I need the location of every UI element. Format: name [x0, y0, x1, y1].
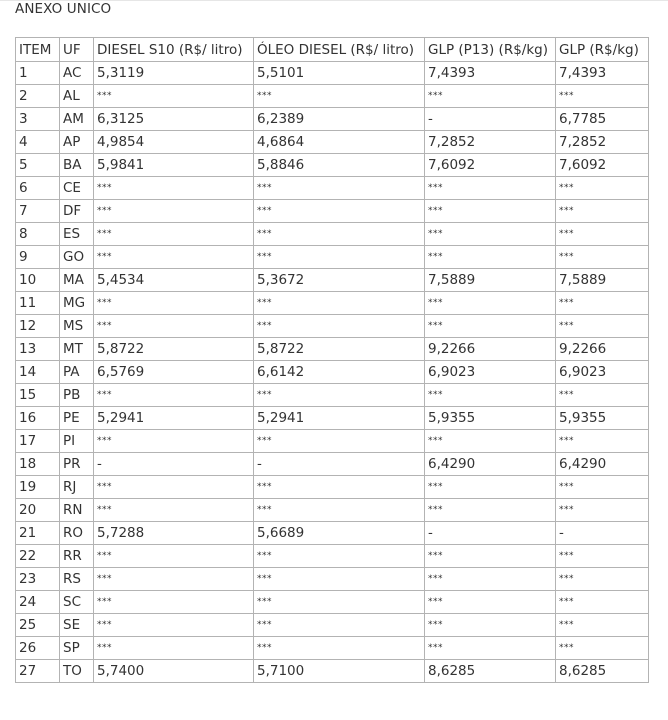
cell-glp-p13: *** — [425, 223, 556, 246]
table-row — [16, 223, 649, 246]
table-row — [16, 108, 649, 131]
cell-uf: MS — [60, 315, 94, 338]
cell-item: 11 — [16, 292, 60, 315]
cell-item: 17 — [16, 430, 60, 453]
cell-glp-p13: *** — [425, 85, 556, 108]
fuel-price-table — [15, 37, 649, 683]
table-row — [16, 430, 649, 453]
cell-oleo-diesel: *** — [254, 476, 425, 499]
cell-item: 3 — [16, 108, 60, 131]
cell-glp: *** — [556, 499, 649, 522]
cell-glp: *** — [556, 384, 649, 407]
cell-uf: SE — [60, 614, 94, 637]
header-glp-p13: GLP (P13) (R$/kg) — [425, 38, 556, 62]
cell-uf: MT — [60, 338, 94, 361]
header-oleo-diesel: ÓLEO DIESEL (R$/ litro) — [254, 38, 425, 62]
cell-oleo-diesel: *** — [254, 568, 425, 591]
table-row — [16, 361, 649, 384]
cell-glp: 6,4290 — [556, 453, 649, 476]
table-row — [16, 568, 649, 591]
cell-item: 23 — [16, 568, 60, 591]
table-header-row — [16, 38, 649, 62]
cell-oleo-diesel: *** — [254, 200, 425, 223]
cell-diesel-s10: *** — [94, 545, 254, 568]
cell-diesel-s10: 6,3125 — [94, 108, 254, 131]
cell-uf: ES — [60, 223, 94, 246]
cell-item: 22 — [16, 545, 60, 568]
cell-diesel-s10: *** — [94, 85, 254, 108]
cell-uf: AP — [60, 131, 94, 154]
table-row — [16, 269, 649, 292]
cell-glp-p13: *** — [425, 292, 556, 315]
cell-glp-p13: *** — [425, 637, 556, 660]
cell-diesel-s10: 6,5769 — [94, 361, 254, 384]
cell-glp: 7,4393 — [556, 62, 649, 85]
cell-glp-p13: *** — [425, 476, 556, 499]
cell-glp-p13: 5,9355 — [425, 407, 556, 430]
cell-item: 1 — [16, 62, 60, 85]
cell-glp: 6,9023 — [556, 361, 649, 384]
cell-diesel-s10: *** — [94, 246, 254, 269]
cell-uf: AL — [60, 85, 94, 108]
table-row — [16, 591, 649, 614]
cell-diesel-s10: 5,2941 — [94, 407, 254, 430]
cell-glp-p13: *** — [425, 177, 556, 200]
cell-glp: *** — [556, 430, 649, 453]
cell-item: 13 — [16, 338, 60, 361]
cell-oleo-diesel: *** — [254, 545, 425, 568]
cell-diesel-s10: 5,3119 — [94, 62, 254, 85]
table-row — [16, 637, 649, 660]
cell-oleo-diesel: 6,6142 — [254, 361, 425, 384]
cell-item: 18 — [16, 453, 60, 476]
cell-oleo-diesel: *** — [254, 384, 425, 407]
cell-glp-p13: 7,4393 — [425, 62, 556, 85]
cell-diesel-s10: 5,7288 — [94, 522, 254, 545]
cell-uf: PR — [60, 453, 94, 476]
cell-glp-p13: 7,5889 — [425, 269, 556, 292]
cell-diesel-s10: 4,9854 — [94, 131, 254, 154]
cell-item: 8 — [16, 223, 60, 246]
cell-glp: *** — [556, 246, 649, 269]
cell-oleo-diesel: *** — [254, 246, 425, 269]
table-body — [16, 62, 649, 683]
cell-oleo-diesel: *** — [254, 614, 425, 637]
header-item: ITEM — [16, 38, 60, 62]
cell-diesel-s10: *** — [94, 614, 254, 637]
header-uf: UF — [60, 38, 94, 62]
cell-glp: 6,7785 — [556, 108, 649, 131]
cell-uf: PI — [60, 430, 94, 453]
cell-oleo-diesel: *** — [254, 292, 425, 315]
cell-oleo-diesel: 5,5101 — [254, 62, 425, 85]
cell-glp-p13: *** — [425, 568, 556, 591]
cell-glp-p13: 7,2852 — [425, 131, 556, 154]
cell-uf: AC — [60, 62, 94, 85]
cell-diesel-s10: 5,8722 — [94, 338, 254, 361]
cell-uf: AM — [60, 108, 94, 131]
header-glp: GLP (R$/kg) — [556, 38, 649, 62]
cell-glp-p13: - — [425, 522, 556, 545]
cell-glp: *** — [556, 223, 649, 246]
cell-glp: *** — [556, 545, 649, 568]
cell-item: 2 — [16, 85, 60, 108]
cell-oleo-diesel: *** — [254, 223, 425, 246]
cell-glp-p13: *** — [425, 591, 556, 614]
cell-oleo-diesel: *** — [254, 499, 425, 522]
table-row — [16, 62, 649, 85]
cell-glp-p13: 6,4290 — [425, 453, 556, 476]
cell-oleo-diesel: - — [254, 453, 425, 476]
table-row — [16, 246, 649, 269]
cell-glp-p13: *** — [425, 246, 556, 269]
cell-diesel-s10: - — [94, 453, 254, 476]
cell-glp: - — [556, 522, 649, 545]
cell-glp-p13: *** — [425, 200, 556, 223]
table-row — [16, 614, 649, 637]
cell-glp-p13: 7,6092 — [425, 154, 556, 177]
cell-item: 16 — [16, 407, 60, 430]
cell-uf: MG — [60, 292, 94, 315]
table-row — [16, 200, 649, 223]
cell-glp-p13: *** — [425, 430, 556, 453]
cell-uf: RR — [60, 545, 94, 568]
cell-oleo-diesel: 4,6864 — [254, 131, 425, 154]
cell-oleo-diesel: 5,8846 — [254, 154, 425, 177]
table-row — [16, 177, 649, 200]
cell-item: 24 — [16, 591, 60, 614]
cell-glp-p13: *** — [425, 545, 556, 568]
cell-uf: RS — [60, 568, 94, 591]
table-row — [16, 545, 649, 568]
cell-glp-p13: *** — [425, 614, 556, 637]
cell-oleo-diesel: *** — [254, 85, 425, 108]
table-row — [16, 315, 649, 338]
table-row — [16, 522, 649, 545]
cell-uf: RN — [60, 499, 94, 522]
cell-diesel-s10: *** — [94, 315, 254, 338]
cell-diesel-s10: *** — [94, 223, 254, 246]
table-row — [16, 476, 649, 499]
cell-glp: *** — [556, 568, 649, 591]
table-row — [16, 85, 649, 108]
cell-diesel-s10: *** — [94, 476, 254, 499]
document-title: ANEXO UNICO — [15, 1, 112, 17]
cell-glp: 7,6092 — [556, 154, 649, 177]
table-row — [16, 154, 649, 177]
cell-glp-p13: *** — [425, 499, 556, 522]
cell-glp: 8,6285 — [556, 660, 649, 683]
cell-uf: RJ — [60, 476, 94, 499]
cell-item: 14 — [16, 361, 60, 384]
cell-uf: GO — [60, 246, 94, 269]
cell-glp-p13: *** — [425, 384, 556, 407]
table-row — [16, 384, 649, 407]
cell-uf: PB — [60, 384, 94, 407]
cell-item: 4 — [16, 131, 60, 154]
cell-item: 27 — [16, 660, 60, 683]
cell-glp: *** — [556, 200, 649, 223]
cell-glp: *** — [556, 315, 649, 338]
cell-glp-p13: 6,9023 — [425, 361, 556, 384]
cell-diesel-s10: *** — [94, 591, 254, 614]
cell-glp: 7,5889 — [556, 269, 649, 292]
cell-oleo-diesel: *** — [254, 430, 425, 453]
cell-glp: *** — [556, 591, 649, 614]
table-row — [16, 660, 649, 683]
cell-glp-p13: 9,2266 — [425, 338, 556, 361]
cell-glp: *** — [556, 292, 649, 315]
cell-glp: 7,2852 — [556, 131, 649, 154]
cell-oleo-diesel: *** — [254, 315, 425, 338]
table-row — [16, 453, 649, 476]
cell-uf: DF — [60, 200, 94, 223]
cell-uf: RO — [60, 522, 94, 545]
cell-oleo-diesel: 5,3672 — [254, 269, 425, 292]
cell-glp: *** — [556, 85, 649, 108]
cell-diesel-s10: *** — [94, 430, 254, 453]
cell-oleo-diesel: 5,6689 — [254, 522, 425, 545]
cell-diesel-s10: *** — [94, 292, 254, 315]
cell-item: 15 — [16, 384, 60, 407]
cell-glp-p13: *** — [425, 315, 556, 338]
cell-uf: CE — [60, 177, 94, 200]
cell-glp: *** — [556, 637, 649, 660]
cell-oleo-diesel: 5,2941 — [254, 407, 425, 430]
cell-glp: *** — [556, 177, 649, 200]
cell-diesel-s10: *** — [94, 568, 254, 591]
table-row — [16, 407, 649, 430]
cell-oleo-diesel: *** — [254, 637, 425, 660]
cell-glp: *** — [556, 614, 649, 637]
cell-item: 9 — [16, 246, 60, 269]
table-row — [16, 131, 649, 154]
cell-diesel-s10: *** — [94, 177, 254, 200]
cell-item: 10 — [16, 269, 60, 292]
cell-oleo-diesel: 6,2389 — [254, 108, 425, 131]
cell-diesel-s10: 5,7400 — [94, 660, 254, 683]
cell-glp-p13: 8,6285 — [425, 660, 556, 683]
cell-item: 7 — [16, 200, 60, 223]
cell-glp-p13: - — [425, 108, 556, 131]
cell-item: 19 — [16, 476, 60, 499]
cell-diesel-s10: *** — [94, 384, 254, 407]
cell-oleo-diesel: *** — [254, 591, 425, 614]
cell-uf: PA — [60, 361, 94, 384]
cell-item: 25 — [16, 614, 60, 637]
table-row — [16, 338, 649, 361]
cell-item: 21 — [16, 522, 60, 545]
cell-oleo-diesel: 5,8722 — [254, 338, 425, 361]
cell-diesel-s10: *** — [94, 200, 254, 223]
header-diesel-s10: DIESEL S10 (R$/ litro) — [94, 38, 254, 62]
cell-diesel-s10: 5,4534 — [94, 269, 254, 292]
cell-item: 5 — [16, 154, 60, 177]
cell-uf: PE — [60, 407, 94, 430]
cell-oleo-diesel: *** — [254, 177, 425, 200]
cell-diesel-s10: 5,9841 — [94, 154, 254, 177]
cell-diesel-s10: *** — [94, 637, 254, 660]
cell-uf: SC — [60, 591, 94, 614]
table-row — [16, 292, 649, 315]
cell-item: 6 — [16, 177, 60, 200]
cell-uf: BA — [60, 154, 94, 177]
cell-item: 12 — [16, 315, 60, 338]
table-row — [16, 499, 649, 522]
cell-oleo-diesel: 5,7100 — [254, 660, 425, 683]
cell-uf: TO — [60, 660, 94, 683]
cell-uf: MA — [60, 269, 94, 292]
cell-item: 26 — [16, 637, 60, 660]
cell-item: 20 — [16, 499, 60, 522]
cell-glp: *** — [556, 476, 649, 499]
cell-diesel-s10: *** — [94, 499, 254, 522]
cell-glp: 5,9355 — [556, 407, 649, 430]
cell-uf: SP — [60, 637, 94, 660]
cell-glp: 9,2266 — [556, 338, 649, 361]
